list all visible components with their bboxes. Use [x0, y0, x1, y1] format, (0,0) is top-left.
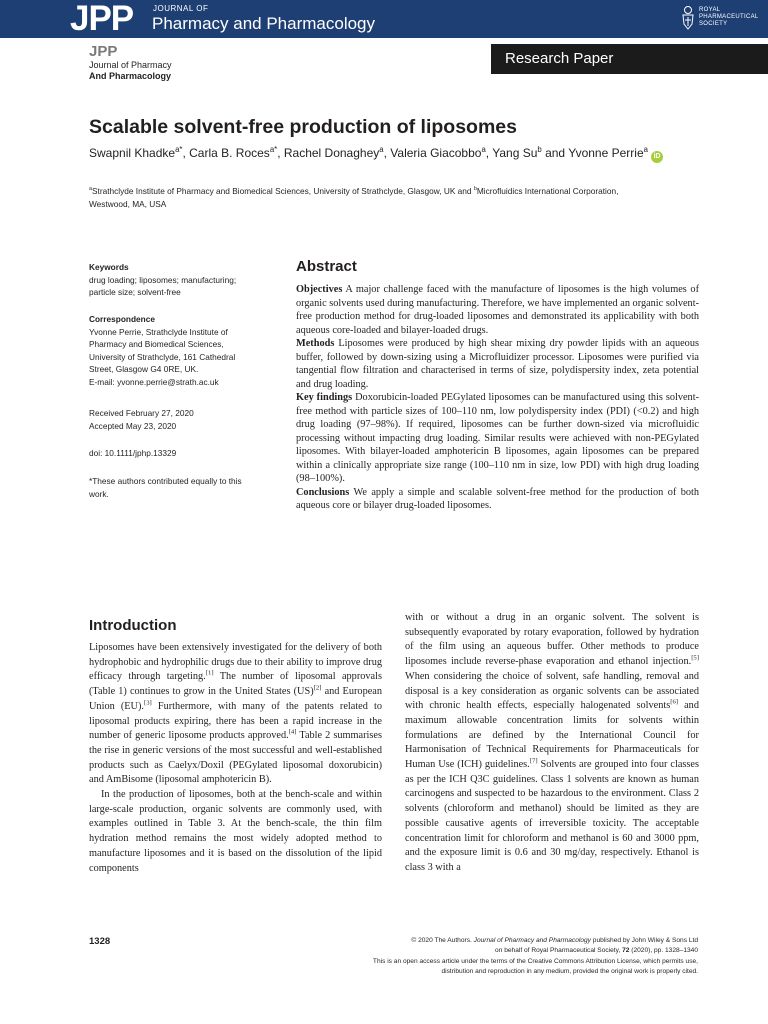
keywords-line: drug loading; liposomes; manufacturing; — [89, 274, 237, 285]
body-paragraph: with or without a drug in an organic solvent. The solvent is subsequently evaporated by rotary evaporation, followed by hydration of the film using an aqueous buffer. Other methods to produce liposomes include reverse-phase evaporation and ethanol injection.[5] When considering the choice of solvent, safe handling, removal and disposal is a key consideration as organic solvents can be associated with chronic health effects, especially halogenated solvents[6] and maximum allowable concentration limits for solvents within formulations are defined by the International Council for Harmonisation of Technical Requirements for Pharmaceuticals for Human Use (ICH) guidelines.[7] Solvents are grouped into four classes as per the ICH Q3C guidelines. Class 1 solvents are known as human carcinogens and suspected to be hazardous to the environment. Class 2 solvents (chloroform and methanol) should be limited as they are possible causative agents of irreversible toxicity. The acceptable concentration limit for chloroform and methanol is 60 and 3000 ppm, and the exposure limit is 0.6 and 30 mg/day, respectively. Ethanol is class 3 with a — [405, 612, 699, 873]
author-name: Yvonne Perrie — [568, 146, 644, 160]
abstract-section: Objectives A major challenge faced with the manufacture of liposomes is the high volumes of organic solvents used during manufacturing. Therefore, we have implemented an organic solvent-free production method for drug-loaded liposomes and demonstrated its applicability with both aqueous core-loaded and bilayer-loaded drugs. — [296, 284, 699, 336]
abstract-section: Key findings Doxorubicin-loaded PEGylated liposomes can be manufactured using this solvent-free method with particle sizes of 100–110 nm, low polydispersity index (PDI) (<0.2) and high drug loading (97–98%). If required, liposomes can be further down-sized via microfluidic processing without impacting drug loading. Similar results were achieved with non-PEGylated liposomes. With bilayer-loaded amphotericin B liposomes, again liposomes can be prepared within a clinically appropriate size range (100–110 nm in size, low PDI) with high drug loading (98–100%). — [296, 392, 699, 484]
introduction-left-column — [89, 641, 382, 876]
doi: doi: 10.1111/jphp.13329 — [89, 448, 177, 458]
author-list: Swapnil Khadke$^{a*}$, Carla B. Roces$^{a*}$, Rachel Donaghey$^a$, Valeria Giacobbo$^a$, Yang Su$^b$ and Yvonne Perrie$^a$iD — [89, 145, 689, 163]
author-name: Carla B. Roces — [189, 146, 270, 160]
article-title: Scalable solvent-free production of liposomes — [89, 116, 518, 138]
citation-ref[interactable]: [4] — [288, 728, 297, 736]
copyright-footer: © 2020 The Authors. Journal of Pharmacy and Pharmacology published by John Wiley & Sons Ltd on behalf of Royal Pharmaceutical Society, 72 (2020), pp. 1328–1340 This is an open access article under the terms of the Creative Commons Attribution License, which permits use, distribution and reproduction in any medium, provided the original work is properly cited. — [372, 937, 698, 976]
dates-block — [89, 407, 279, 432]
author-name: Swapnil Khadke — [89, 146, 176, 160]
orcid-icon[interactable]: iD — [651, 151, 663, 163]
keywords-heading: Keywords — [89, 262, 129, 272]
author-name: Valeria Giacobbo — [390, 146, 482, 160]
correspondence-line: University of Strathclyde, 161 Cathedral — [89, 351, 236, 362]
citation-ref[interactable]: [1] — [205, 669, 214, 677]
received-date: Received February 27, 2020 — [89, 408, 194, 418]
article-type-label: Research Paper — [491, 44, 768, 74]
banner-logo: JPP — [70, 0, 134, 38]
brand-line-1: Journal of Pharmacy — [89, 60, 172, 70]
journal-banner — [0, 0, 768, 38]
correspondence-line: Yvonne Perrie, Strathclyde Institute of — [89, 326, 228, 337]
author-name: Rachel Donaghey — [283, 146, 380, 160]
correspondence-email: E-mail: yvonne.perrie@strath.ac.uk — [89, 376, 219, 387]
keywords-block — [89, 261, 279, 299]
abstract-body — [296, 283, 699, 513]
correspondence-line: Street, Glasgow G4 0RE, UK. — [89, 364, 199, 374]
affiliations: $^a$Strathclyde Institute of Pharmacy and Biomedical Sciences, University of Strathclyde, Glasgow, UK and $^b$Microfluidics International Corporation, Westwood, MA, USA — [89, 186, 619, 209]
introduction-heading: Introduction — [89, 617, 177, 634]
equal-contribution-note: *These authors contributed equally to this work. — [89, 476, 242, 499]
citation-ref[interactable]: [6] — [670, 698, 679, 706]
accepted-date: Accepted May 23, 2020 — [89, 420, 177, 431]
correspondence-heading: Correspondence — [89, 314, 155, 324]
brand-line-2: And Pharmacology — [89, 71, 172, 81]
brand-logo: JPP — [89, 43, 118, 60]
correspondence-block — [89, 313, 279, 388]
abstract-section: Methods Liposomes were produced by high shear mixing dry powder lipids with an aqueous buffer, followed by down-sizing using a Microfluidizer processor. Liposomes were purified via tangential flow filtration and characterised in terms of size, polydispersity index, zeta potential and drug loading. — [296, 338, 699, 390]
abstract-section: Conclusions We apply a simple and scalable solvent-free method for the production of both aqueous core or bilayer drug-loaded liposomes. — [296, 486, 699, 511]
journal-brand — [89, 44, 172, 82]
author-name: Yang Su — [492, 146, 538, 160]
correspondence-line: Pharmacy and Biomedical Sciences, — [89, 339, 224, 349]
introduction-right-column — [405, 611, 699, 876]
citation-ref[interactable]: [2] — [313, 684, 322, 692]
abstract-heading: Abstract — [296, 258, 357, 275]
body-paragraph: In the production of liposomes, both at the bench-scale and within large-scale production, organic solvents are commonly used, with examples outlined in Table 3. At the bench-scale, the thin film hydration method remains the most widely adopted method to manufacture liposomes and it is based on the dissolution of the lipid components — [89, 789, 382, 874]
body-paragraph: Liposomes have been extensively investigated for the delivery of both hydrophobic and hydrophilic drugs due to their ability to improve drug efficacy through targeting.[1] The number of liposomal approvals (Table 1) continues to grow in the United States (US)[2] and European Union (EU).[3] Furthermore, with many of the patents related to liposomal products expiring, there has been a rapid increase in the number of generic liposome products approved.[4] Table 2 summarises the rise in generic versions of the most successful and well-established products such as Caelyx/Doxil (PEGylated liposomal doxorubicin) and AmBisome (liposomal amphotericin B). — [89, 642, 383, 786]
society-name: ROYAL PHARMACEUTICAL SOCIETY — [699, 7, 759, 27]
banner-journal-name: Pharmacy and Pharmacology — [152, 14, 376, 33]
banner-journal-small: JOURNAL OF — [153, 4, 209, 13]
citation-ref[interactable]: [7] — [529, 757, 538, 765]
society-crest-icon — [680, 4, 696, 32]
citation-ref[interactable]: [3] — [143, 699, 152, 707]
page-number: 1328 — [89, 936, 111, 947]
citation-ref[interactable]: [5] — [691, 654, 699, 662]
keywords-line: particle size; solvent-free — [89, 287, 181, 297]
